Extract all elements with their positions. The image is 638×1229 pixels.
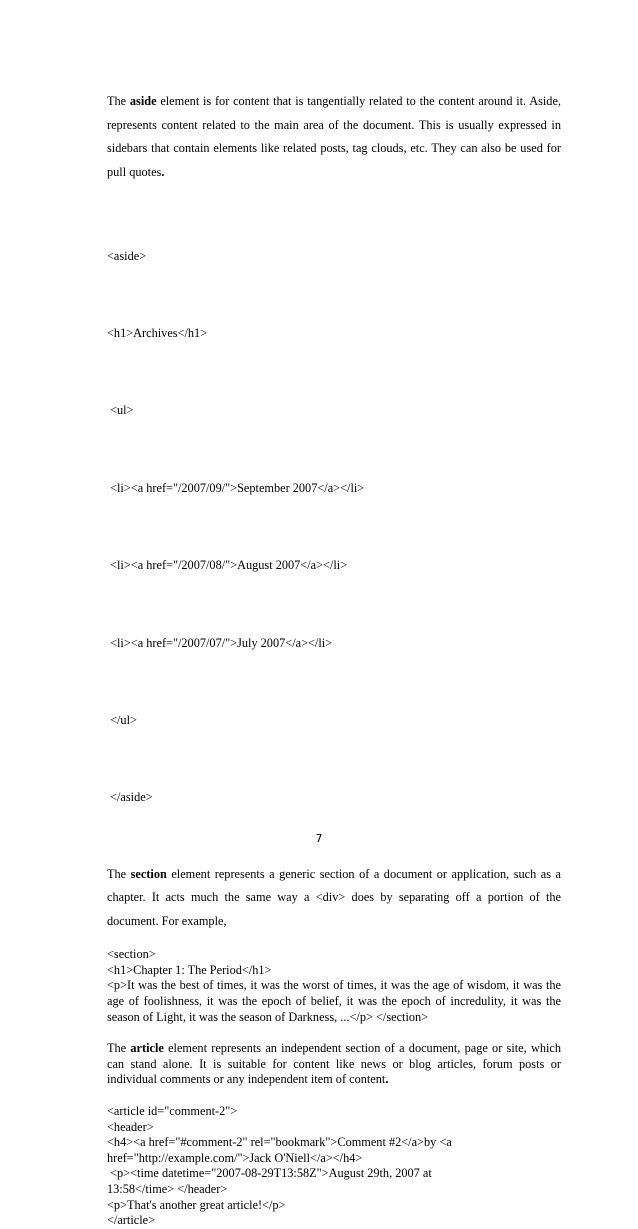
term-aside: aside [129,94,157,108]
page-content [107,90,561,1229]
code-line: <h4><a href="#comment-2" rel="bookmark">Comment #2</a>by <a [107,1135,452,1150]
aside-description [107,90,561,184]
section-description [107,863,561,934]
article-description [107,1041,561,1088]
term-article: article [130,1041,164,1056]
code-line: </aside> [107,790,153,805]
code-line: <h1>Archives</h1> [107,325,208,340]
article-code-example [107,1104,561,1229]
code-line: 13:58</time> </header> [107,1181,228,1196]
code-line: <p>It was the best of times, it was the worst of times, it was the age of wisdom, it was the age of foolishness, it was the epoch of belief, it was the epoch of incredulity, it was the season of Light, it was the season of Darkness, ...</p> </section> [107,978,561,1024]
text-run: element is for content that is tangentially related to the content around it. Aside, represents content related to the main area of the document. This is usually expressed in sidebars that contain elements like related posts, tag clouds, etc. They can also be used for pull quotes [107,94,561,179]
code-line: <li><a href="/2007/07/">July 2007</a></li> [107,635,333,650]
text-run: The [107,866,131,881]
code-line: <h1>Chapter 1: The Period</h1> [107,962,272,977]
code-line: <aside> [107,248,147,263]
page-number: 7 [315,832,323,845]
code-line: <li><a href="/2007/08/">August 2007</a></li> [107,558,348,573]
text-run: element represents an independent section of a document, page or site, which can stand alone. It is suitable for content like news or blog articles, forum posts or individual comments or any independent item of content [107,1041,561,1087]
code-line: <header> [107,1119,154,1134]
text-run: The [107,1041,131,1056]
code-line: <section> [107,947,156,962]
text-run: element represents a generic section of a document or application, such as a chapter. It acts much the same way a <div> does by separating off a portion of the document. For example, [107,866,561,928]
code-line: </ul> [107,712,137,727]
text-run: The [107,94,130,108]
aside-code-example [107,192,561,863]
code-line: <p>That's another great article!</p> [107,1197,286,1212]
term-section: section [130,866,167,881]
code-line: href="http://example.com/">Jack O'Niell</a></h4> [107,1150,363,1165]
text-run: . [161,164,165,179]
code-line: <ul> [107,403,134,418]
code-line: <li><a href="/2007/09/">September 2007</a></li> [107,480,365,495]
text-run: . [385,1072,389,1087]
code-line: </article> [107,1213,156,1228]
section-code-example [107,947,561,1025]
code-line: <article id="comment-2"> [107,1103,238,1118]
code-line: <p><time datetime="2007-08-29T13:58Z">August 29th, 2007 at [107,1166,432,1181]
